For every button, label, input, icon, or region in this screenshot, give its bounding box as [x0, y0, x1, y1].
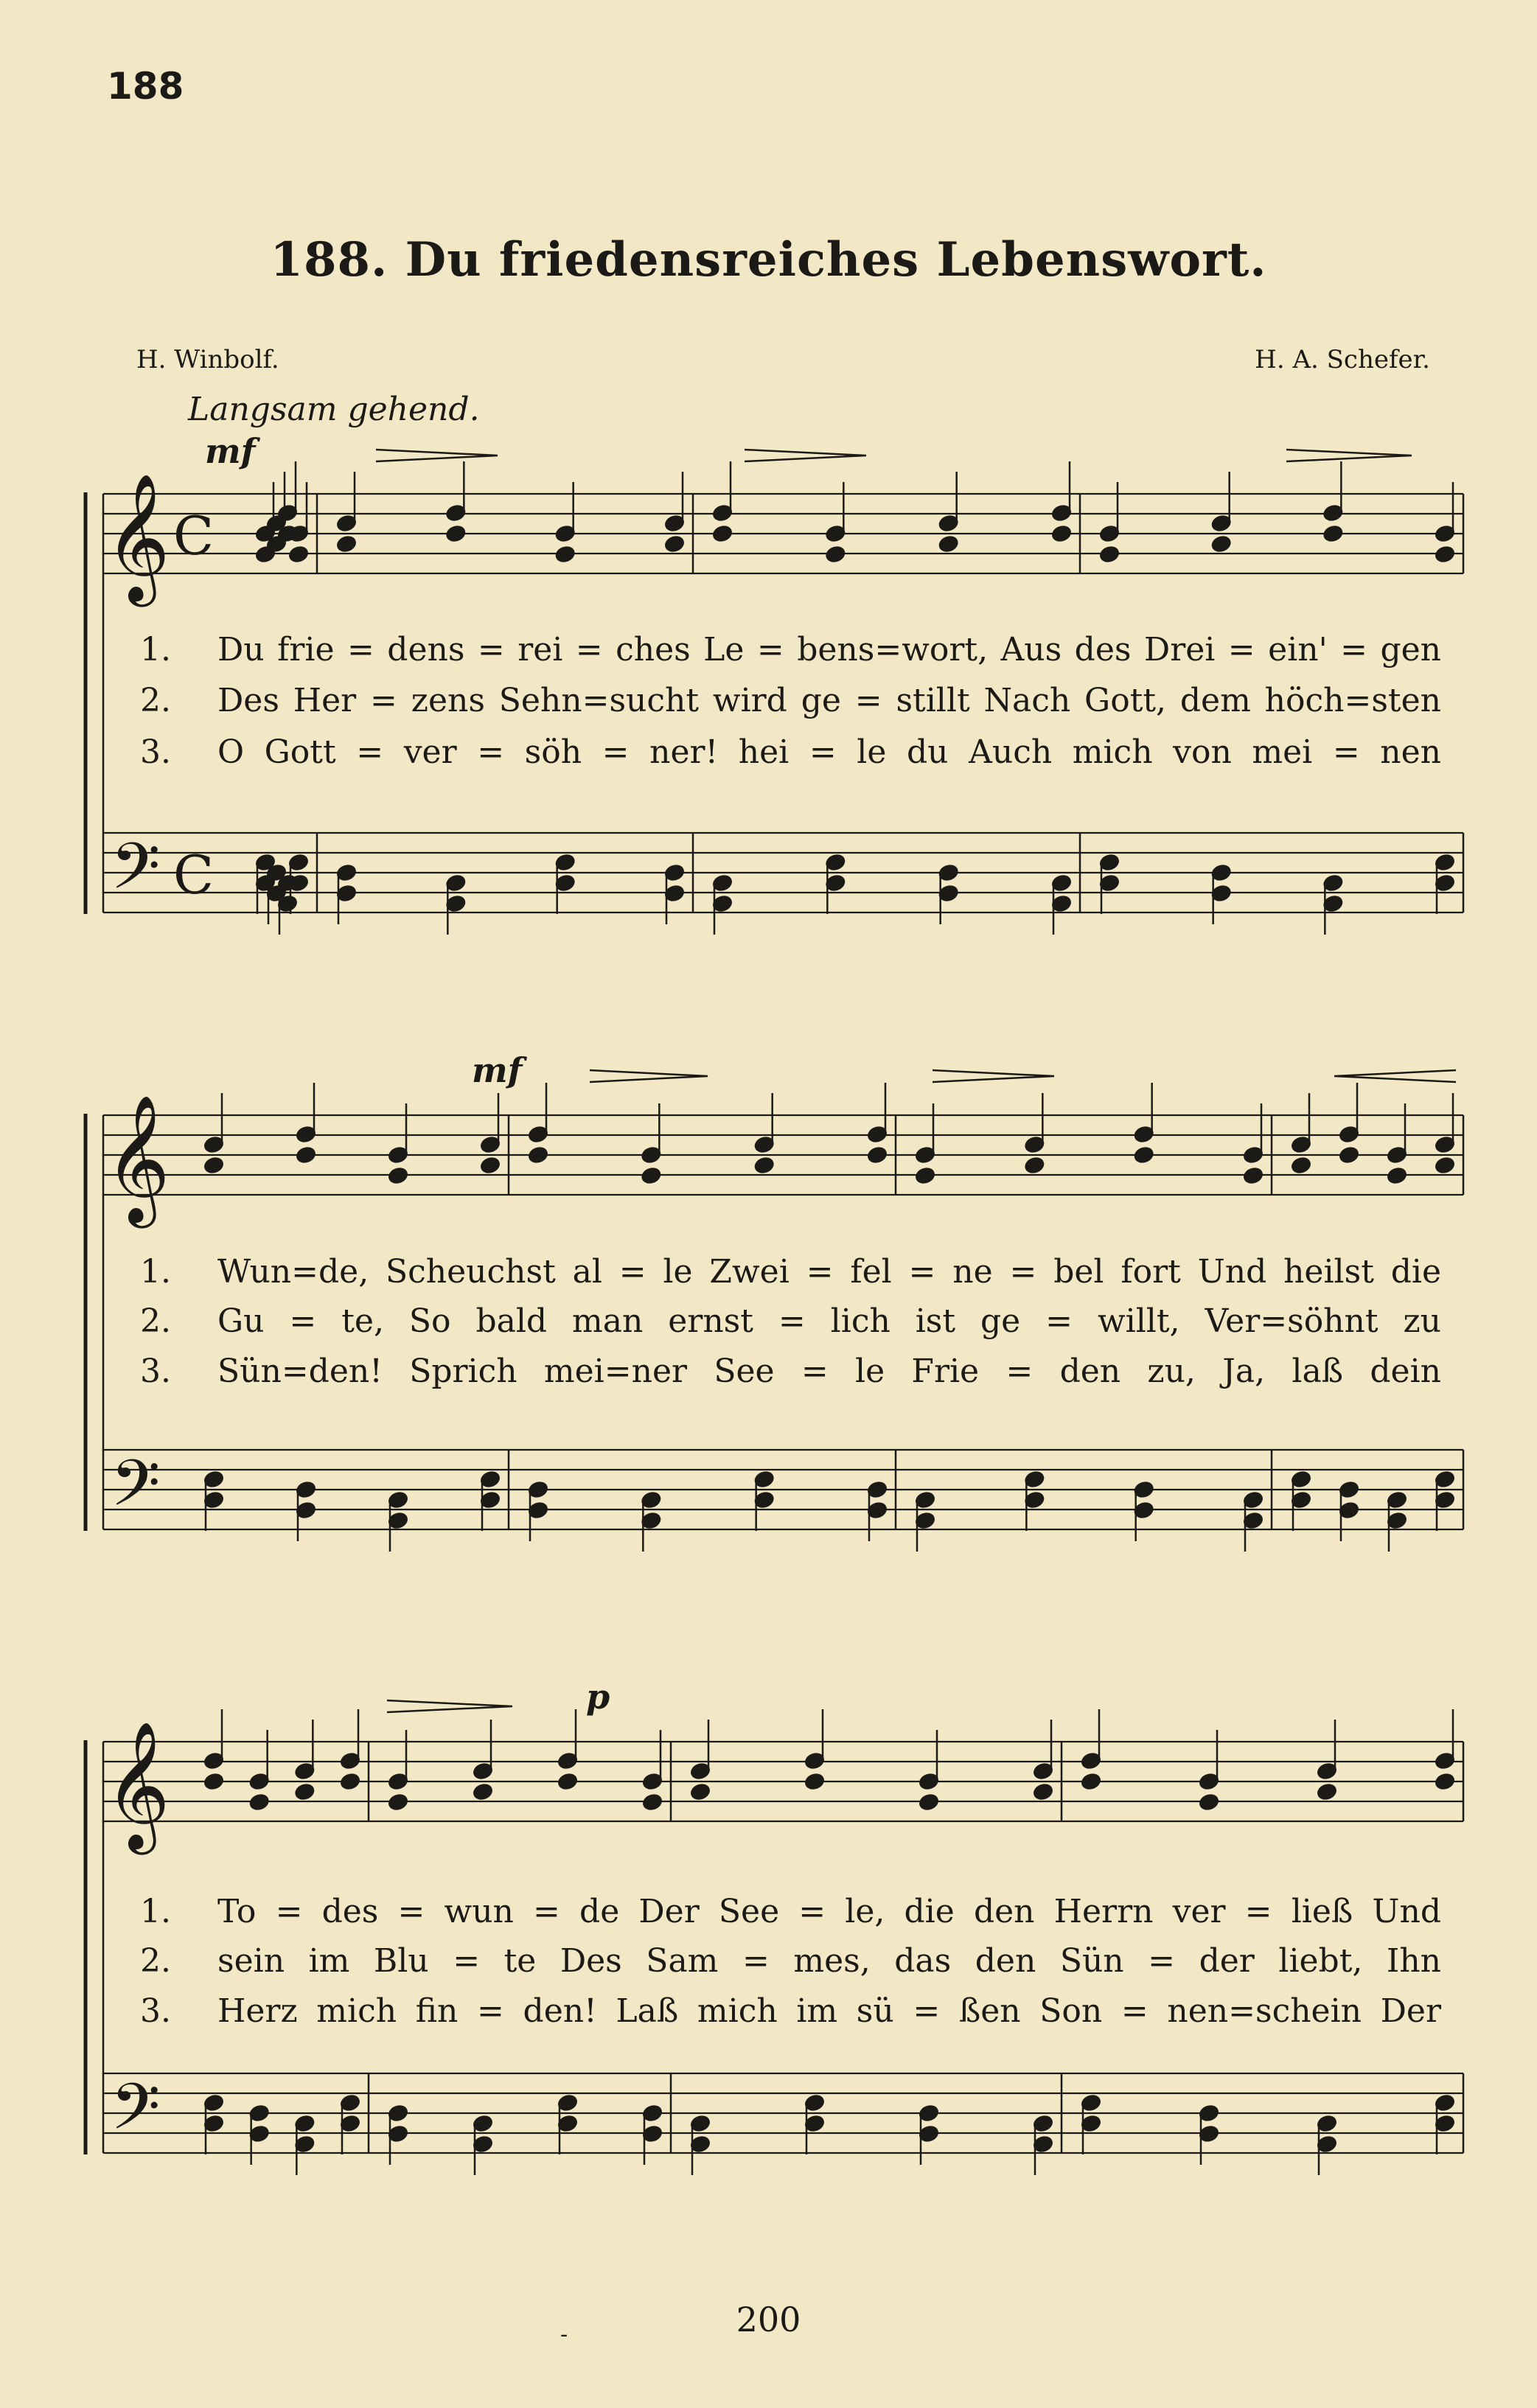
verse-number: 1. — [140, 631, 171, 669]
note-head — [1199, 1793, 1220, 1811]
note-head — [1291, 1156, 1312, 1174]
verse-line — [140, 733, 1445, 778]
dynamic-mf-1: mf — [205, 431, 256, 471]
decrescendo-hairpin — [387, 1700, 512, 1712]
note-head — [288, 545, 310, 563]
dynamic-p: p — [586, 1677, 610, 1717]
bass-clef-icon: 𝄢 — [111, 2070, 161, 2160]
note-head — [915, 1166, 936, 1184]
footer-page-number: 200 — [736, 2300, 801, 2339]
note-head — [248, 1793, 270, 1811]
note-head — [340, 1772, 361, 1790]
verse-line — [140, 1302, 1445, 1347]
verse-number: 2. — [140, 1942, 171, 1980]
verse-number: 2. — [140, 682, 171, 719]
note-head — [1033, 1782, 1054, 1801]
text-author: H. Winbolf. — [136, 345, 279, 374]
music-author: H. A. Schefer. — [1255, 345, 1430, 374]
verse-text: Du frie = dens = rei = ches Le = bens=wort, Aus des Drei = ein' = gen — [217, 631, 1441, 669]
note-head — [1210, 534, 1232, 553]
verse-text: Sün=den! Sprich mei=ner See = le Frie = den zu, Ja, laß dein — [217, 1353, 1441, 1390]
note-head — [528, 1145, 549, 1164]
note-head — [712, 524, 733, 542]
note-head — [1435, 1156, 1456, 1174]
verse-number: 3. — [140, 1992, 171, 2030]
note-head — [1099, 545, 1120, 563]
dynamic-mf-2: mf — [472, 1050, 523, 1090]
decrescendo-hairpin — [745, 450, 866, 461]
decrescendo-hairpin — [590, 1070, 708, 1082]
note-head — [642, 1793, 663, 1811]
note-head — [294, 1782, 316, 1801]
note-head — [388, 1793, 409, 1811]
verse-line — [140, 1942, 1445, 1986]
verse-text: sein im Blu = te Des Sam = mes, das den Sün = der liebt, Ihn — [217, 1942, 1441, 1980]
note-head — [641, 1166, 662, 1184]
verse-line — [140, 682, 1445, 726]
hymn-title: 188. Du friedensreiches Lebenswort. — [270, 232, 1267, 287]
note-head — [1081, 1772, 1102, 1790]
note-head — [1435, 545, 1456, 563]
note-head — [1317, 1782, 1338, 1801]
common-time-symbol: C — [173, 844, 215, 906]
note-head — [867, 1145, 888, 1164]
note-head — [1435, 1772, 1456, 1790]
bass-clef-icon: 𝄢 — [111, 829, 161, 919]
tempo-marking: Langsam gehend. — [188, 391, 480, 428]
note-head — [296, 1145, 317, 1164]
note-head — [804, 1772, 826, 1790]
note-head — [938, 534, 959, 553]
decrescendo-hairpin — [933, 1070, 1054, 1082]
verse-number: 2. — [140, 1302, 171, 1340]
bass-clef-icon: 𝄢 — [111, 1446, 161, 1536]
note-head — [388, 1166, 409, 1184]
note-head — [557, 1772, 579, 1790]
common-time-symbol: C — [173, 505, 215, 567]
note-head — [664, 534, 686, 553]
note-head — [554, 545, 576, 563]
verse-line — [140, 1253, 1445, 1297]
note-head — [690, 1782, 711, 1801]
verse-text: O Gott = ver = söh = ner! hei = le du Auch mich von mei = nen — [217, 733, 1441, 771]
verse-text: Gu = te, So bald man ernst = lich ist ge = willt, Ver=söhnt zu — [217, 1302, 1441, 1340]
page-number: 188 — [107, 65, 184, 108]
note-head — [203, 1772, 225, 1790]
note-head — [336, 534, 358, 553]
note-head — [1051, 524, 1073, 542]
verse-text: Herz mich fin = den! Laß mich im sü = ßen Son = nen=schein Der — [217, 1992, 1441, 2030]
verse-number: 3. — [140, 733, 171, 771]
verse-line — [140, 1893, 1445, 1937]
verse-text: Wun=de, Scheuchst al = le Zwei = fel = ne = bel fort Und heilst die — [217, 1253, 1441, 1291]
note-head — [473, 1782, 494, 1801]
verse-text: To = des = wun = de Der See = le, die den Herrn ver = ließ Und — [217, 1893, 1441, 1930]
decrescendo-hairpin — [1286, 450, 1412, 461]
note-head — [1322, 524, 1344, 542]
note-head — [480, 1156, 501, 1174]
note-head — [1133, 1145, 1154, 1164]
note-head — [1024, 1156, 1045, 1174]
note-head — [1387, 1166, 1408, 1184]
note-head — [445, 524, 467, 542]
note-head — [203, 1156, 225, 1174]
treble-clef-icon: 𝄞 — [105, 1095, 170, 1223]
decrescendo-hairpin — [376, 450, 498, 461]
note-head — [919, 1793, 940, 1811]
verse-number: 1. — [140, 1253, 171, 1291]
crescendo-hairpin — [1334, 1070, 1456, 1082]
note-head — [1243, 1166, 1264, 1184]
verse-line — [140, 1992, 1445, 2037]
verse-text: Des Her = zens Sehn=sucht wird ge = stillt Nach Gott, dem höch=sten — [217, 682, 1441, 719]
treble-clef-icon: 𝄞 — [105, 473, 170, 601]
treble-clef-icon: 𝄞 — [105, 1721, 170, 1849]
verse-number: 1. — [140, 1893, 171, 1930]
verse-line — [140, 1353, 1445, 1397]
note-head — [1339, 1145, 1360, 1164]
verse-line — [140, 631, 1445, 675]
footer-dot: - — [560, 2322, 568, 2348]
verse-number: 3. — [140, 1353, 171, 1390]
note-head — [825, 545, 846, 563]
note-head — [753, 1156, 775, 1174]
